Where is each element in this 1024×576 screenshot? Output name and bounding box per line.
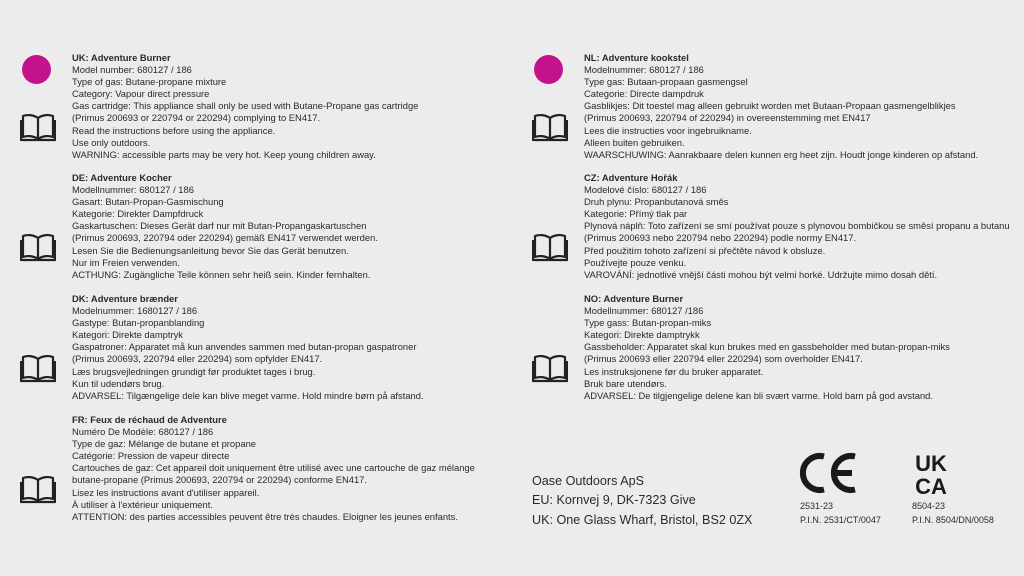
warning: WAARSCHUWING: Aanrakbaare delen kunnen erg heet zijn. Houdt jonge kinderen op afstand.	[584, 148, 979, 160]
gas-cartridge: Cartouches de gaz: Cet appareil doit uniquement être utilisé avec une cartouche de gaz mélange	[72, 462, 475, 474]
read-instructions: Read the instructions before using the appliance.	[72, 124, 276, 136]
section-title: DK: Adventure brænder	[72, 293, 178, 304]
ce-pin: P.I.N. 2531/CT/0047	[800, 515, 881, 525]
magenta-circle-icon	[534, 55, 563, 84]
uk-address: UK: One Glass Wharf, Bristol, BS2 0ZX	[532, 512, 753, 527]
gas-cartridge-cont: (Primus 200693 nebo 220794 nebo 220294) podle normy EN417.	[584, 232, 857, 244]
category: Kategori: Direkte damptryk	[72, 329, 183, 341]
gas-cartridge-cont: (Primus 200693 eller 220794 eller 220294) som overholder EN417.	[584, 353, 863, 365]
gas-cartridge-cont: (Primus 200693, 220794 of 220294) in overeenstemming met EN417	[584, 112, 871, 124]
ukca-mark-icon	[908, 451, 954, 497]
section-title: NO: Adventure Burner	[584, 293, 684, 304]
open-book-icon	[20, 112, 56, 142]
warning: ACTHUNG: Zugängliche Teile können sehr heiß sein. Kinder fernhalten.	[72, 268, 371, 280]
gas-cartridge-cont: (Primus 200693 or 220794 or 220294) complying to EN417.	[72, 112, 321, 124]
ukca-pin: P.I.N. 8504/DN/0058	[912, 515, 994, 525]
ukca-logo-bottom: CA	[915, 474, 947, 497]
section-text	[584, 293, 950, 402]
section-text	[72, 172, 378, 281]
category: Kategorie: Přímý tlak par	[584, 208, 688, 220]
gas-type: Type de gaz: Mélange de butane et propane	[72, 438, 256, 450]
warning: ATTENTION: des parties accessibles peuvent être très chaudes. Eloigner les jeunes enfants.	[72, 510, 458, 522]
gas-type: Type gas: Butaan-propaan gasmengsel	[584, 76, 748, 88]
gas-cartridge: Gaspatroner: Apparatet må kun anvendes sammen med butan-propan gaspatroner	[72, 341, 417, 353]
gas-type: Druh plynu: Propanbutanová směs	[584, 196, 729, 208]
gas-type: Type of gas: Butane-propane mixture	[72, 76, 227, 88]
section-text	[72, 52, 418, 161]
gas-type: Gastype: Butan-propanblanding	[72, 317, 205, 329]
gas-cartridge: Gas cartridge: This appliance shall only be used with Butane-Propane gas cartridge	[72, 100, 419, 112]
category: Kategori: Direkte damptrykk	[584, 329, 700, 341]
read-instructions: Læs brugsvejledningen grundigt før produktet tages i brug.	[72, 365, 316, 377]
outdoor-use: Use only outdoors.	[72, 136, 151, 148]
section-text	[584, 172, 1010, 281]
gas-cartridge-cont: (Primus 200693, 220794 oder 220294) gemäß EN417 verwendet werden.	[72, 232, 378, 244]
category: Category: Vapour direct pressure	[72, 88, 210, 100]
open-book-icon	[20, 232, 56, 262]
read-instructions: Lesen Sie die Bedienungsanleitung bevor Sie das Gerät benutzen.	[72, 244, 349, 256]
open-book-icon	[532, 353, 568, 383]
model-number: Model number: 680127 / 186	[72, 64, 192, 76]
section-text	[72, 293, 424, 402]
open-book-icon	[532, 232, 568, 262]
ce-mark-icon	[797, 452, 859, 494]
model-number: Modellnummer: 680127 / 186	[72, 184, 194, 196]
open-book-icon	[532, 112, 568, 142]
warning: ADVARSEL: Tilgængelige dele kan blive meget varme. Hold mindre børn på afstand.	[72, 389, 424, 401]
gas-type: Type gass: Butan-propan-miks	[584, 317, 712, 329]
ukca-number: 8504-23	[912, 501, 946, 511]
gas-cartridge: Plynová náplň: Toto zařízení se smí používat pouze s plynovou bombičkou se směsí propanu a butanu	[584, 220, 1010, 232]
gas-cartridge-cont: butane-propane (Primus 200693, 220794 or 220294) conforme EN417.	[72, 474, 367, 486]
gas-cartridge: Gasblikjes: Dit toestel mag alleen gebruikt worden met Butaan-Propaan gasmengelblikjes	[584, 100, 956, 112]
section-title: NL: Adventure kookstel	[584, 52, 689, 63]
gas-type: Gasart: Butan-Propan-Gasmischung	[72, 196, 224, 208]
gas-cartridge: Gaskartuschen: Dieses Gerät darf nur mit Butan-Propangaskartuschen	[72, 220, 367, 232]
ce-number: 2531-23	[800, 501, 834, 511]
outdoor-use: À utiliser à l'extérieur uniquement.	[72, 498, 213, 510]
model-number: Modelnummer: 680127 / 186	[584, 64, 704, 76]
section-title: DE: Adventure Kocher	[72, 172, 172, 183]
section-title: CZ: Adventure Hořák	[584, 172, 678, 183]
ukca-logo-top: UK	[915, 451, 947, 476]
read-instructions: Les instruksjonene før du bruker apparatet.	[584, 365, 764, 377]
warning: WARNING: accessible parts may be very hot. Keep young children away.	[72, 148, 376, 160]
read-instructions: Lees die instructies voor ingebruikname.	[584, 124, 752, 136]
eu-address: EU: Kornvej 9, DK-7323 Give	[532, 493, 696, 508]
model-number: Numéro De Modèle: 680127 / 186	[72, 426, 214, 438]
category: Kategorie: Direkter Dampfdruck	[72, 208, 204, 220]
section-text	[584, 52, 978, 161]
gas-cartridge-cont: (Primus 200693, 220794 eller 220294) som opfylder EN417.	[72, 353, 323, 365]
outdoor-use: Bruk bare utendørs.	[584, 377, 667, 389]
section-title: FR: Feux de réchaud de Adventure	[72, 414, 227, 425]
gas-cartridge: Gassbeholder: Apparatet skal kun brukes med en gassbeholder med butan-propan-miks	[584, 341, 950, 353]
warning: ADVARSEL: De tilgjengelige delene kan bli svært varme. Hold barn på god avstand.	[584, 389, 933, 401]
outdoor-use: Nur im Freien verwenden.	[72, 256, 180, 268]
warning: VAROVÁNÍ: jednotlivé vnější části mohou být velmi horké. Udržujte mimo dosah dětí.	[584, 268, 938, 280]
outdoor-use: Používejte pouze venku.	[584, 256, 687, 268]
outdoor-use: Kun til udendørs brug.	[72, 377, 165, 389]
open-book-icon	[20, 474, 56, 504]
category: Categorie: Directe dampdruk	[584, 88, 704, 100]
model-number: Modelové číslo: 680127 / 186	[584, 184, 707, 196]
model-number: Modellnummer: 680127 /186	[584, 305, 704, 317]
section-title: UK: Adventure Burner	[72, 52, 171, 63]
magenta-circle-icon	[22, 55, 51, 84]
read-instructions: Před použitím tohoto zařízení si přečtěte návod k obsluze.	[584, 244, 826, 256]
model-number: Modelnummer: 1680127 / 186	[72, 305, 198, 317]
company-address	[532, 472, 752, 530]
outdoor-use: Alleen buiten gebruiken.	[584, 136, 685, 148]
category: Catégorie: Pression de vapeur directe	[72, 450, 230, 462]
section-text	[72, 414, 475, 523]
open-book-icon	[20, 353, 56, 383]
read-instructions: Lisez les instructions avant d'utiliser appareil.	[72, 486, 260, 498]
company-name: Oase Outdoors ApS	[532, 474, 645, 488]
